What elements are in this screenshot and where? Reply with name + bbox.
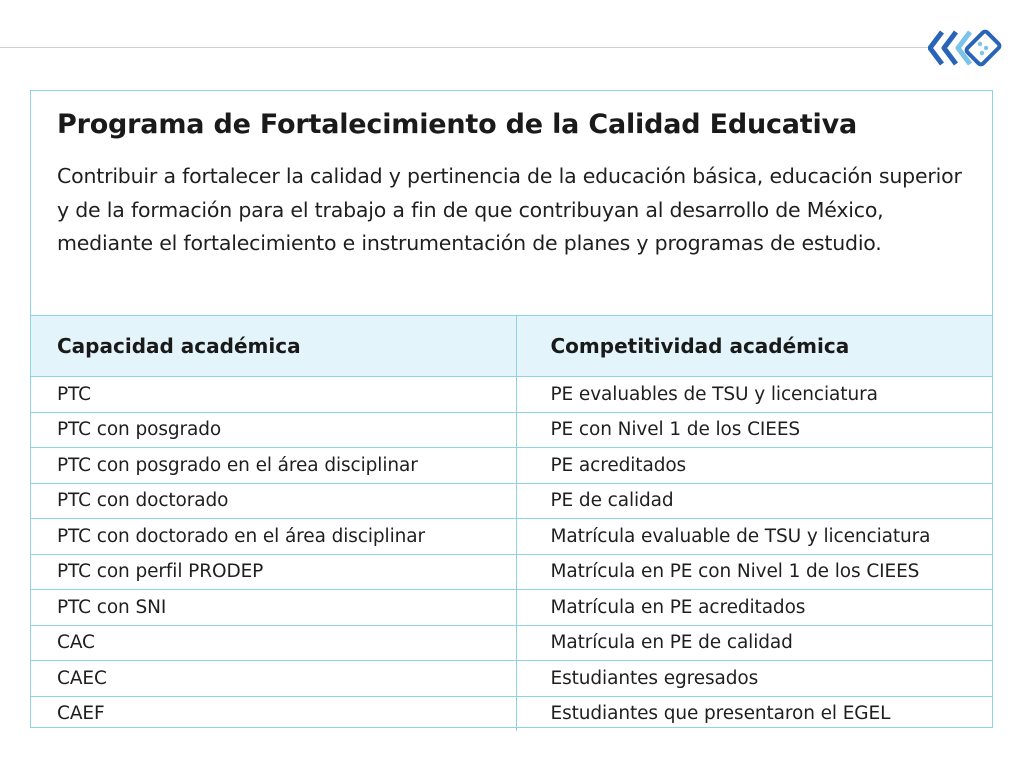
program-description: Contribuir a fortalecer la calidad y pertinencia de la educación básica, educación superior y de la formación para el trabajo a fin de que contribuyan al desarrollo de México, mediante el fortalecimiento e instrumentación de planes y programas de estudio. [57, 164, 962, 255]
table-row [31, 483, 992, 519]
table-header-row [31, 316, 992, 377]
table-cell: PTC con perfil PRODEP [31, 554, 516, 590]
table-cell: PTC con doctorado [31, 483, 516, 519]
table-cell: Matrícula en PE de calidad [516, 625, 992, 661]
table-cell: PE evaluables de TSU y licenciatura [516, 377, 992, 413]
institution-logo-icon [928, 26, 1004, 70]
table-row [31, 661, 992, 697]
header-competitividad: Competitividad académica [516, 316, 992, 377]
table-cell: Estudiantes egresados [516, 661, 992, 697]
table-row [31, 590, 992, 626]
table-cell: PTC con posgrado [31, 412, 516, 448]
table-cell: CAEC [31, 661, 516, 697]
table-row [31, 554, 992, 590]
table-cell: PTC con SNI [31, 590, 516, 626]
table-cell: PE con Nivel 1 de los CIEES [516, 412, 992, 448]
table-row [31, 519, 992, 555]
table-cell: PTC con doctorado en el área disciplinar [31, 519, 516, 555]
table-cell: CAEF [31, 696, 516, 731]
header-capacidad: Capacidad académica [31, 316, 516, 377]
table-cell: PTC con posgrado en el área disciplinar [31, 448, 516, 484]
table-cell: Matrícula evaluable de TSU y licenciatura [516, 519, 992, 555]
table-row [31, 412, 992, 448]
table-row [31, 448, 992, 484]
indicators-table [31, 315, 992, 731]
table-row [31, 696, 992, 731]
top-divider [0, 47, 930, 48]
table-cell: CAC [31, 625, 516, 661]
program-panel [30, 90, 993, 728]
table-row [31, 625, 992, 661]
table-row [31, 377, 992, 413]
table-cell: PE de calidad [516, 483, 992, 519]
table-cell: PTC [31, 377, 516, 413]
table-cell: Estudiantes que presentaron el EGEL [516, 696, 992, 731]
table-cell: Matrícula en PE acreditados [516, 590, 992, 626]
page-title: Programa de Fortalecimiento de la Calidad Educativa [57, 109, 857, 140]
table-cell: Matrícula en PE con Nivel 1 de los CIEES [516, 554, 992, 590]
table-cell: PE acreditados [516, 448, 992, 484]
